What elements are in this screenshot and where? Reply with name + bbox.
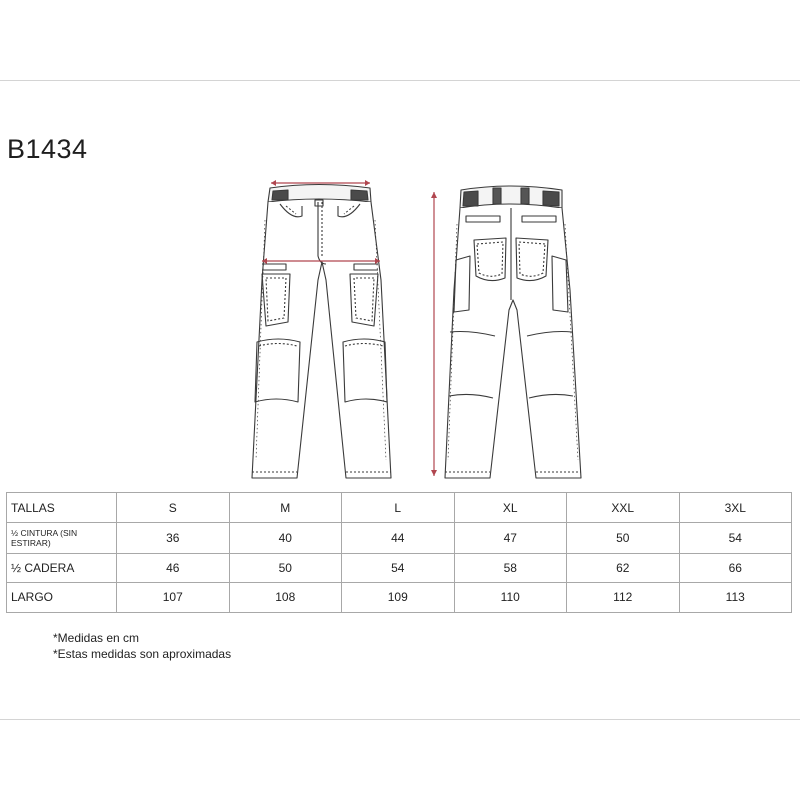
size-label: XL bbox=[454, 493, 567, 523]
size-label: L bbox=[342, 493, 455, 523]
bottom-divider bbox=[0, 719, 800, 720]
table-cell: 54 bbox=[342, 553, 455, 582]
size-label: S bbox=[117, 493, 230, 523]
table-row-length bbox=[7, 582, 792, 612]
table-cell: 113 bbox=[679, 582, 792, 612]
table-cell: 62 bbox=[567, 553, 680, 582]
table-cell: 54 bbox=[679, 523, 792, 553]
table-cell: 108 bbox=[229, 582, 342, 612]
table-cell: 44 bbox=[342, 523, 455, 553]
sizes-header-label: TALLAS bbox=[7, 493, 117, 523]
table-cell: 110 bbox=[454, 582, 567, 612]
trousers-technical-drawing bbox=[0, 160, 800, 490]
table-row-hip bbox=[7, 553, 792, 582]
length-measure-line bbox=[431, 192, 437, 476]
table-cell: 107 bbox=[117, 582, 230, 612]
size-label: XXL bbox=[567, 493, 680, 523]
size-label: M bbox=[229, 493, 342, 523]
table-cell: 36 bbox=[117, 523, 230, 553]
product-code: B1434 bbox=[7, 134, 88, 164]
table-cell: 66 bbox=[679, 553, 792, 582]
table-cell: 50 bbox=[567, 523, 680, 553]
table-cell: 50 bbox=[229, 553, 342, 582]
size-label: 3XL bbox=[679, 493, 792, 523]
table-row-sizes bbox=[7, 493, 792, 523]
table-row-waist bbox=[7, 523, 792, 553]
row-label: ½ CADERA bbox=[7, 553, 117, 582]
row-label: ½ CINTURA (SIN ESTIRAR) bbox=[7, 523, 117, 553]
table-cell: 46 bbox=[117, 553, 230, 582]
table-cell: 47 bbox=[454, 523, 567, 553]
table-cell: 112 bbox=[567, 582, 680, 612]
note-units: *Medidas en cm bbox=[53, 631, 140, 645]
top-divider bbox=[0, 80, 800, 81]
table-cell: 109 bbox=[342, 582, 455, 612]
size-table bbox=[6, 492, 792, 613]
note-approximate: *Estas medidas son aproximadas bbox=[53, 647, 232, 661]
trousers-front-view bbox=[252, 185, 391, 479]
row-label: LARGO bbox=[7, 582, 117, 612]
table-cell: 40 bbox=[229, 523, 342, 553]
trousers-back-view bbox=[445, 186, 581, 478]
table-cell: 58 bbox=[454, 553, 567, 582]
